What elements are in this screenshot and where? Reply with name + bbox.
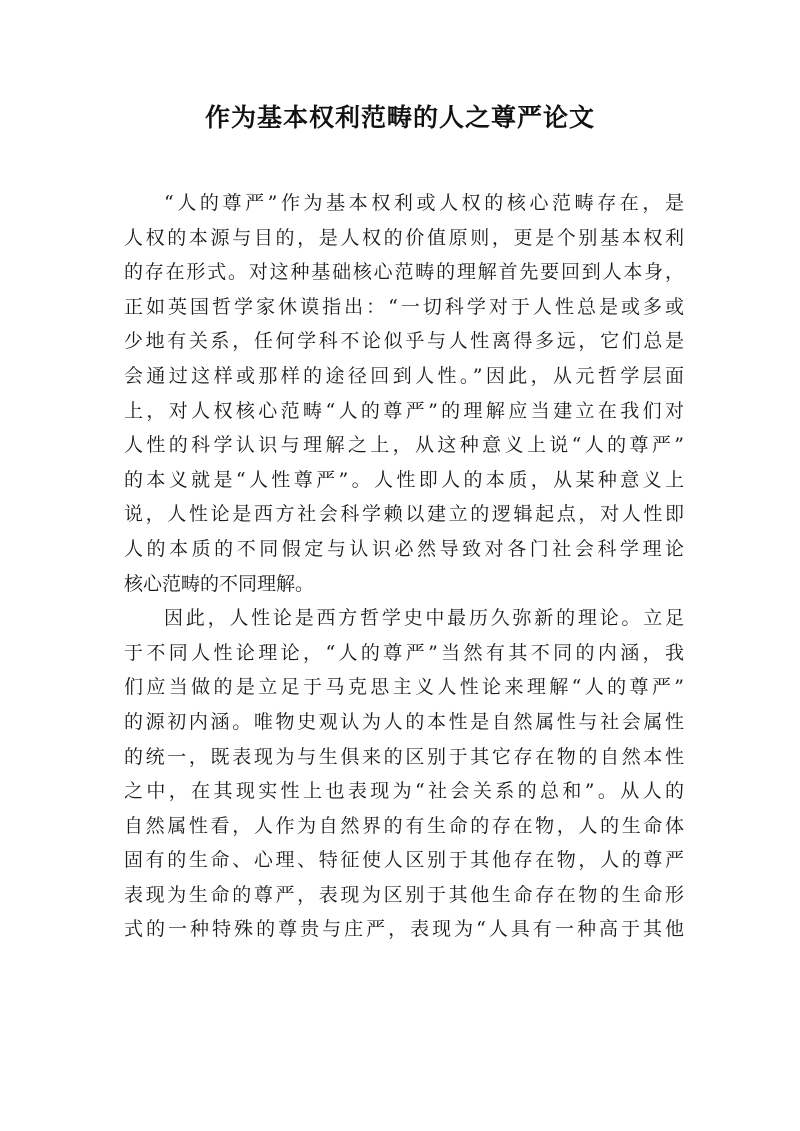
paragraph-1-line: 核心范畴的不同理解。	[124, 572, 315, 595]
paragraph-2-line: 于不同人性论理论，“人的尊严”当然有其不同的内涵，我	[124, 641, 684, 664]
paragraph-1-line: 的存在形式。对这种基础核心范畴的理解首先要回到人本身，	[124, 261, 684, 284]
paragraph-1-line: 人性的科学认识与理解之上，从这种意义上说“人的尊严”	[124, 434, 684, 457]
paragraph-1-line: 少地有关系，任何学科不论似乎与人性离得多远，它们总是	[124, 330, 684, 353]
paragraph-2-line: 表现为生命的尊严，表现为区别于其他生命存在物的生命形	[124, 883, 684, 906]
paragraph-1-line: “人的尊严”作为基本权利或人权的核心范畴存在，是	[164, 192, 684, 214]
paragraph-1-line: 人的本质的不同假定与认识必然导致对各门社会科学理论	[124, 537, 684, 560]
paragraph-1-line: 会通过这样或那样的途径回到人性。”因此，从元哲学层面	[124, 364, 684, 387]
paragraph-1-line: 人权的本源与目的，是人权的价值原则，更是个别基本权利	[124, 226, 684, 249]
paragraph-1-line: 正如英国哲学家休谟指出：“一切科学对于人性总是或多或	[124, 295, 684, 318]
paragraph-2-line: 式的一种特殊的尊贵与庄严，表现为“人具有一种高于其他	[124, 918, 684, 941]
paragraph-1-line: 上，对人权核心范畴“人的尊严”的理解应当建立在我们对	[124, 399, 684, 422]
paragraph-1-line: 的本义就是“人性尊严”。人性即人的本质，从某种意义上	[124, 468, 684, 491]
paragraph-2-line: 的源初内涵。唯物史观认为人的本性是自然属性与社会属性	[124, 710, 684, 733]
paragraph-2-line: 的统一，既表现为与生俱来的区别于其它存在物的自然本性	[124, 745, 684, 768]
paragraph-2-line: 因此，人性论是西方哲学史中最历久弥新的理论。立足	[164, 607, 684, 630]
paragraph-2-line: 之中，在其现实性上也表现为“社会关系的总和”。从人的	[124, 780, 684, 803]
paragraph-2-line: 自然属性看，人作为自然界的有生命的存在物，人的生命体	[124, 814, 684, 837]
document-body	[124, 186, 684, 947]
paragraph-1-line: 说，人性论是西方社会科学赖以建立的逻辑起点，对人性即	[124, 503, 684, 526]
paragraph-2-line: 固有的生命、心理、特征使人区别于其他存在物，人的尊严	[124, 849, 684, 872]
document-title: 作为基本权利范畴的人之尊严论文	[204, 103, 595, 132]
paragraph-2-line: 们应当做的是立足于马克思主义人性论来理解“人的尊严”	[124, 676, 684, 699]
